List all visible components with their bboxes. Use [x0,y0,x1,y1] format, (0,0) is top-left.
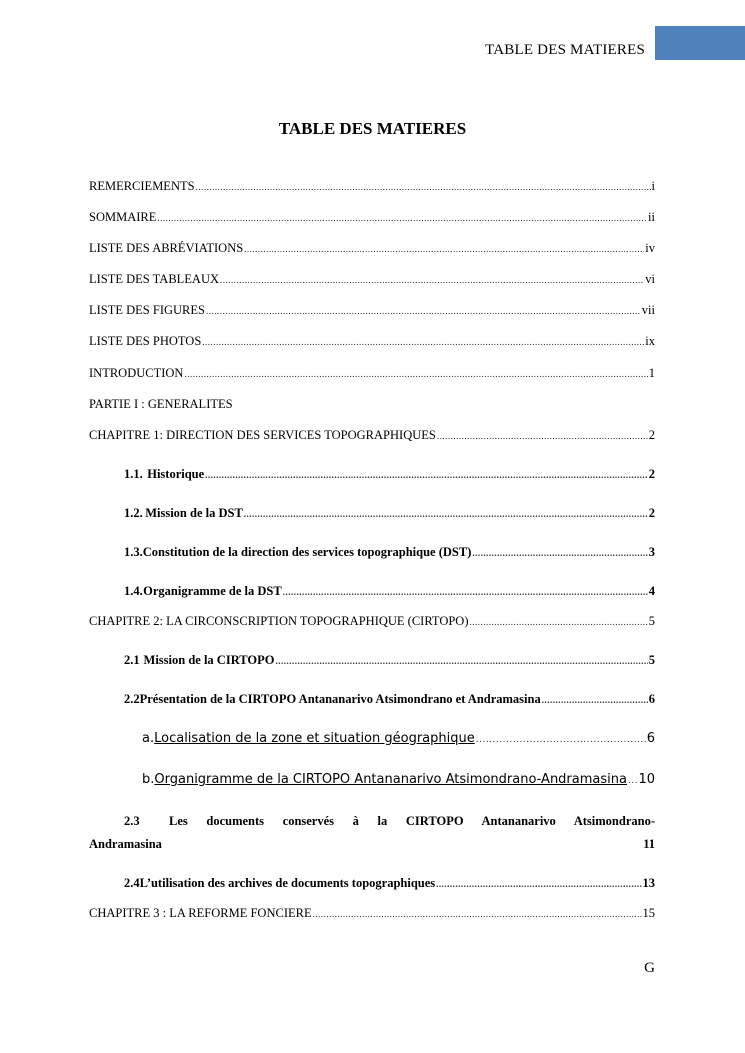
toc-entry-chapitre-2[interactable]: CHAPITRE 2: LA CIRCONSCRIPTION TOPOGRAPHIQUE (CIRTOPO) ..... 5 [89,614,655,629]
toc-entry-chapitre-1[interactable]: CHAPITRE 1: DIRECTION DES SERVICES TOPOGRAPHIQUES ..... 2 [89,428,655,443]
leader-dots [184,369,647,379]
footer-page-letter: G [644,960,655,976]
leader-dots [470,617,648,627]
toc-entry-partie1: PARTIE I : GENERALITES [89,397,233,411]
leader-dots [628,776,637,786]
toc-entry-figures[interactable]: LISTE DES FIGURES ..... vii [89,303,655,318]
page-title: TABLE DES MATIERES [278,119,467,138]
leader-dots [206,306,641,316]
toc-entry-chapitre-3[interactable]: CHAPITRE 3 : LA REFORME FONCIERE ..... 15 [89,906,655,921]
leader-dots [437,431,648,441]
toc-entry-introduction[interactable]: INTRODUCTION ..... 1 [89,366,655,381]
toc-entry-abreviations[interactable]: LISTE DES ABRÉVIATIONS ..... iv [89,241,655,256]
leader-dots [542,695,648,705]
leader-dots [283,587,648,597]
leader-dots [157,213,647,223]
header-accent-box [655,26,745,60]
toc-entry-1-4[interactable]: 1.4. Organigramme de la DST ..... 4 [124,584,655,599]
leader-dots [244,244,644,254]
leader-dots [476,735,646,745]
toc-entry-2-3[interactable]: 2.3 Les documents conservés à la CIRTOPO Antananarivo Atsimondrano- Andramasina 11 [89,814,655,851]
toc-entry-2-2-b[interactable]: b. Organigramme de la CIRTOPO Antananarivo Atsimondrano-Andramasina ..... 10 [142,772,655,787]
toc-entry-2-1[interactable]: 2.1 Mission de la CIRTOPO ..... 5 [124,653,655,668]
leader-dots [244,509,648,519]
toc-entry-tableaux[interactable]: LISTE DES TABLEAUX ..... vi [89,272,655,287]
toc-entry-1-2[interactable]: 1.2. Mission de la DST ..... 2 [124,506,655,521]
leader-dots [472,548,647,558]
leader-dots [275,656,647,666]
leader-dots [196,182,651,192]
leader-dots [313,909,642,919]
leader-dots [436,879,641,889]
toc-entry-remerciements[interactable]: REMERCIEMENTS ..... i [89,179,655,194]
leader-dots [220,275,644,285]
toc-entry-2-4[interactable]: 2.4 L’utilisation des archives de documents topographiques ..... 13 [124,876,655,891]
toc-entry-2-2[interactable]: 2.2 Présentation de la CIRTOPO Antananarivo Atsimondrano et Andramasina ..... 6 [124,692,655,707]
toc-entry-photos[interactable]: LISTE DES PHOTOS ..... ix [89,334,655,349]
toc-entry-1-3[interactable]: 1.3. Constitution de la direction des services topographique (DST) ..... 3 [124,545,655,560]
running-header: TABLE DES MATIERES [485,42,645,58]
toc-entry-1-1[interactable]: 1.1. Historique ..... 2 [124,467,655,482]
leader-dots [202,337,644,347]
leader-dots [205,470,648,480]
toc-entry-sommaire[interactable]: SOMMAIRE ..... ii [89,210,655,225]
toc-entry-2-2-a[interactable]: a. Localisation de la zone et situation géographique ..... 6 [142,731,655,746]
